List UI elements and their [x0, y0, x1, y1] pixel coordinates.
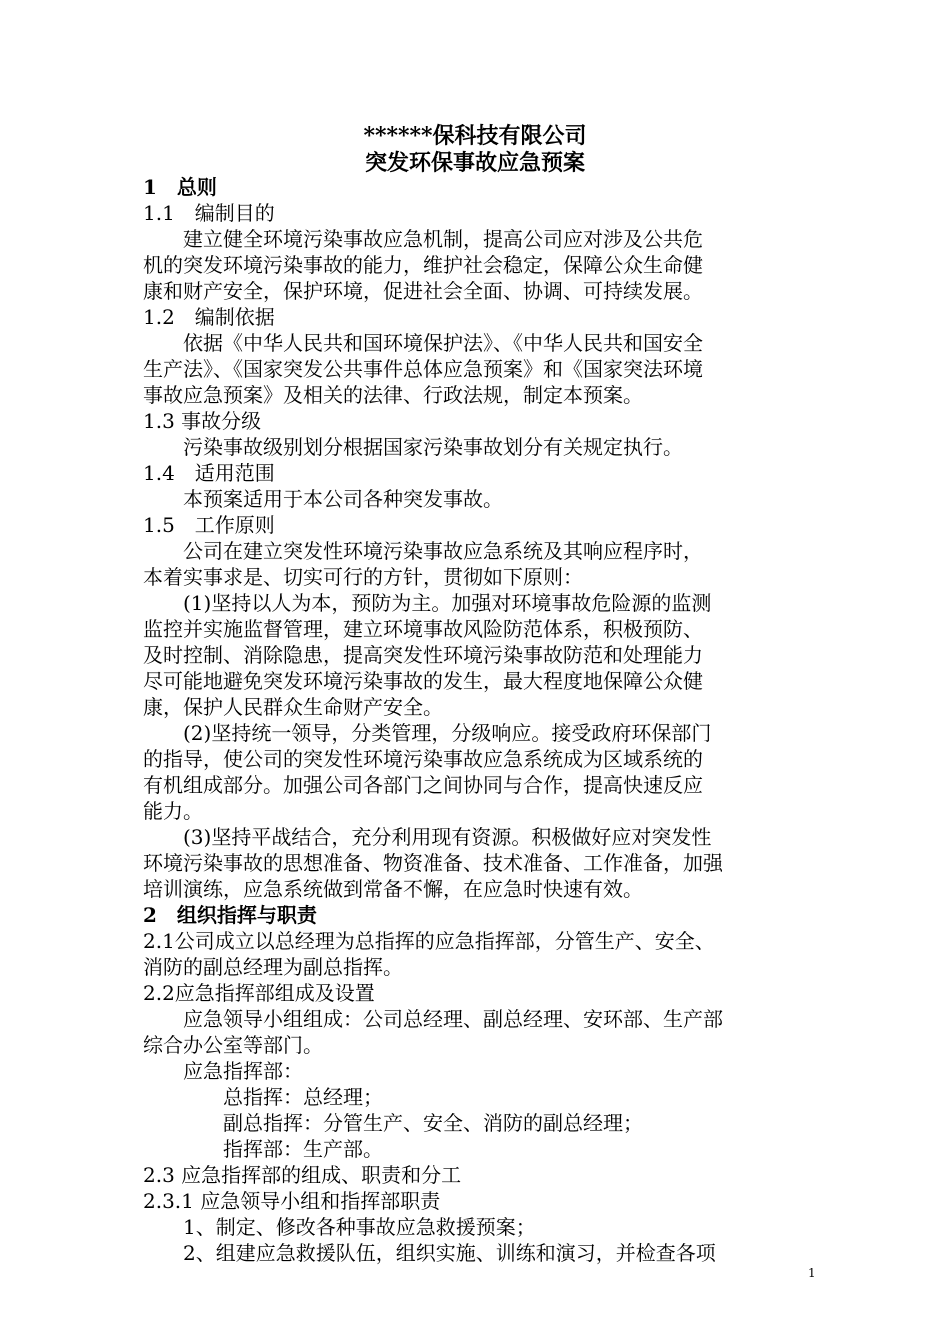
text-line: 污染事故级别划分根据国家污染事故划分有关规定执行。 [143, 435, 683, 459]
heading-section-1: 1 总则 [143, 175, 217, 199]
text-line: 机的突发环境污染事故的能力，维护社会稳定，保障公众生命健 [143, 253, 703, 277]
text-line: 康，保护人民群众生命财产安全。 [143, 695, 443, 719]
heading-1-2: 1.2 编制依据 [143, 305, 275, 329]
text-line: (2)坚持统一领导，分类管理，分级响应。接受政府环保部门 [143, 721, 712, 745]
text-line: 的指导，使公司的突发性环境污染事故应急系统成为区域系统的 [143, 747, 703, 771]
text-line: 副总指挥：分管生产、安全、消防的副总经理； [143, 1111, 643, 1135]
text-line: 监控并实施监督管理，建立环境事故风险防范体系，积极预防、 [143, 617, 703, 641]
document-title-plan: 突发环保事故应急预案 [364, 150, 585, 176]
text-line: 1、制定、修改各种事故应急救援预案； [143, 1215, 536, 1239]
text-line: 能力。 [143, 799, 203, 823]
text-line: 康和财产安全，保护环境，促进社会全面、协调、可持续发展。 [143, 279, 703, 303]
text-line: 2.1公司成立以总经理为总指挥的应急指挥部，分管生产、安全、 [143, 929, 715, 953]
heading-2-2: 2.2应急指挥部组成及设置 [143, 981, 375, 1005]
page-number: 1 [808, 1266, 816, 1280]
text-line: 事故应急预案》及相关的法律、行政法规，制定本预案。 [143, 383, 643, 407]
text-line: 本预案适用于本公司各种突发事故。 [143, 487, 503, 511]
heading-1-4: 1.4 适用范围 [143, 461, 275, 485]
heading-2-3-1: 2.3.1 应急领导小组和指挥部职责 [143, 1189, 441, 1213]
text-line: 公司在建立突发性环境污染事故应急系统及其响应程序时， [143, 539, 703, 563]
text-line: 指挥部：生产部。 [143, 1137, 383, 1161]
text-line: (1)坚持以人为本，预防为主。加强对环境事故危险源的监测 [143, 591, 712, 615]
document-title-company: ******保科技有限公司 [363, 123, 587, 149]
text-line: 尽可能地避免突发环境污染事故的发生，最大程度地保障公众健 [143, 669, 703, 693]
text-line: 生产法》、《国家突发公共事件总体应急预案》和《国家突法环境 [143, 357, 703, 381]
text-line: 2、组建应急救援队伍，组织实施、训练和演习，并检查各项 [143, 1241, 716, 1265]
text-line: 本着实事求是、切实可行的方针，贯彻如下原则： [143, 565, 583, 589]
text-line: 建立健全环境污染事故应急机制，提高公司应对涉及公共危 [143, 227, 703, 251]
heading-2-3: 2.3 应急指挥部的组成、职责和分工 [143, 1163, 462, 1187]
text-line: (3)坚持平战结合，充分利用现有资源。积极做好应对突发性 [143, 825, 712, 849]
heading-1-5: 1.5 工作原则 [143, 513, 275, 537]
text-line: 培训演练，应急系统做到常备不懈，在应急时快速有效。 [143, 877, 643, 901]
text-line: 综合办公室等部门。 [143, 1033, 323, 1057]
text-line: 消防的副总经理为副总指挥。 [143, 955, 403, 979]
heading-section-2: 2 组织指挥与职责 [143, 903, 317, 927]
heading-1-1: 1.1 编制目的 [143, 201, 275, 225]
text-line: 及时控制、消除隐患，提高突发性环境污染事故防范和处理能力 [143, 643, 703, 667]
text-line: 总指挥：总经理； [143, 1085, 383, 1109]
text-line: 依据《中华人民共和国环境保护法》、《中华人民共和国安全 [143, 331, 703, 355]
text-line: 环境污染事故的思想准备、物资准备、技术准备、工作准备，加强 [143, 851, 723, 875]
text-line: 有机组成部分。加强公司各部门之间协同与合作，提高快速反应 [143, 773, 703, 797]
text-line: 应急领导小组组成：公司总经理、副总经理、安环部、生产部 [143, 1007, 723, 1031]
heading-1-3: 1.3 事故分级 [143, 409, 262, 433]
text-line: 应急指挥部： [143, 1059, 303, 1083]
